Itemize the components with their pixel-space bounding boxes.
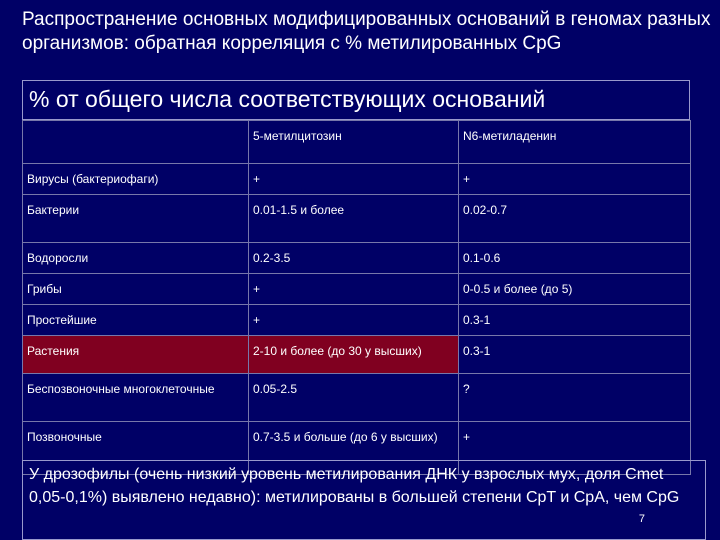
- organism-cell: Водоросли: [23, 243, 249, 274]
- page-number: 7: [638, 513, 645, 525]
- m5c-cell: +: [249, 274, 459, 305]
- table-row-highlighted: [23, 336, 691, 374]
- header-cell-organism: [23, 121, 249, 164]
- table-row: [23, 243, 691, 274]
- table-subtitle: % от общего числа соответствующих оснований: [22, 80, 690, 120]
- table-row: [23, 195, 691, 243]
- m5c-cell: 0.05-2.5: [249, 374, 459, 422]
- organism-cell: Грибы: [23, 274, 249, 305]
- organism-cell: Вирусы (бактериофаги): [23, 164, 249, 195]
- organism-cell: Беспозвоночные многоклеточные: [23, 374, 249, 422]
- table-row: [23, 374, 691, 422]
- table-row: [23, 305, 691, 336]
- organism-cell: Растения: [23, 336, 249, 374]
- m5c-cell: 0.2-3.5: [249, 243, 459, 274]
- n6ma-cell: 0-0.5 и более (до 5): [459, 274, 691, 305]
- m5c-cell: +: [249, 305, 459, 336]
- m5c-cell: +: [249, 164, 459, 195]
- n6ma-cell: ?: [459, 374, 691, 422]
- organism-cell: Простейшие: [23, 305, 249, 336]
- table-row: [23, 164, 691, 195]
- table-header-row: [23, 121, 691, 164]
- organism-cell: Позвоночные: [23, 422, 249, 475]
- footnote-text: У дрозофилы (очень низкий уровень метилирования ДНК у взрослых мух, доля Cmet 0,05-0,1%) выявлено недавно): метилированы в большей степени CpT и CpA, чем CpG: [29, 466, 680, 506]
- n6ma-cell: +: [459, 164, 691, 195]
- n6ma-cell: 0.3-1: [459, 336, 691, 374]
- n6ma-cell: 0.3-1: [459, 305, 691, 336]
- slide-title: Распространение основных модифицированных оснований в геномах разных организмов: обратная корреляция с % метилированных CpG: [22, 9, 711, 54]
- header-cell-5-methylcytosine: 5-метилцитозин: [249, 121, 459, 164]
- m5c-cell: 0.7-3.5 и больше (до 6 у высших): [249, 422, 459, 475]
- header-cell-n6-methyladenine: N6-метиладенин: [459, 121, 691, 164]
- n6ma-cell: 0.1-0.6: [459, 243, 691, 274]
- organism-cell: Бактерии: [23, 195, 249, 243]
- m5c-cell: 0.01-1.5 и более: [249, 195, 459, 243]
- table-row: [23, 274, 691, 305]
- n6ma-cell: +: [459, 422, 691, 475]
- footnote-box: [22, 460, 706, 540]
- m5c-cell: 2-10 и более (до 30 у высших): [249, 336, 459, 374]
- n6ma-cell: 0.02-0.7: [459, 195, 691, 243]
- modified-bases-table: [22, 120, 691, 475]
